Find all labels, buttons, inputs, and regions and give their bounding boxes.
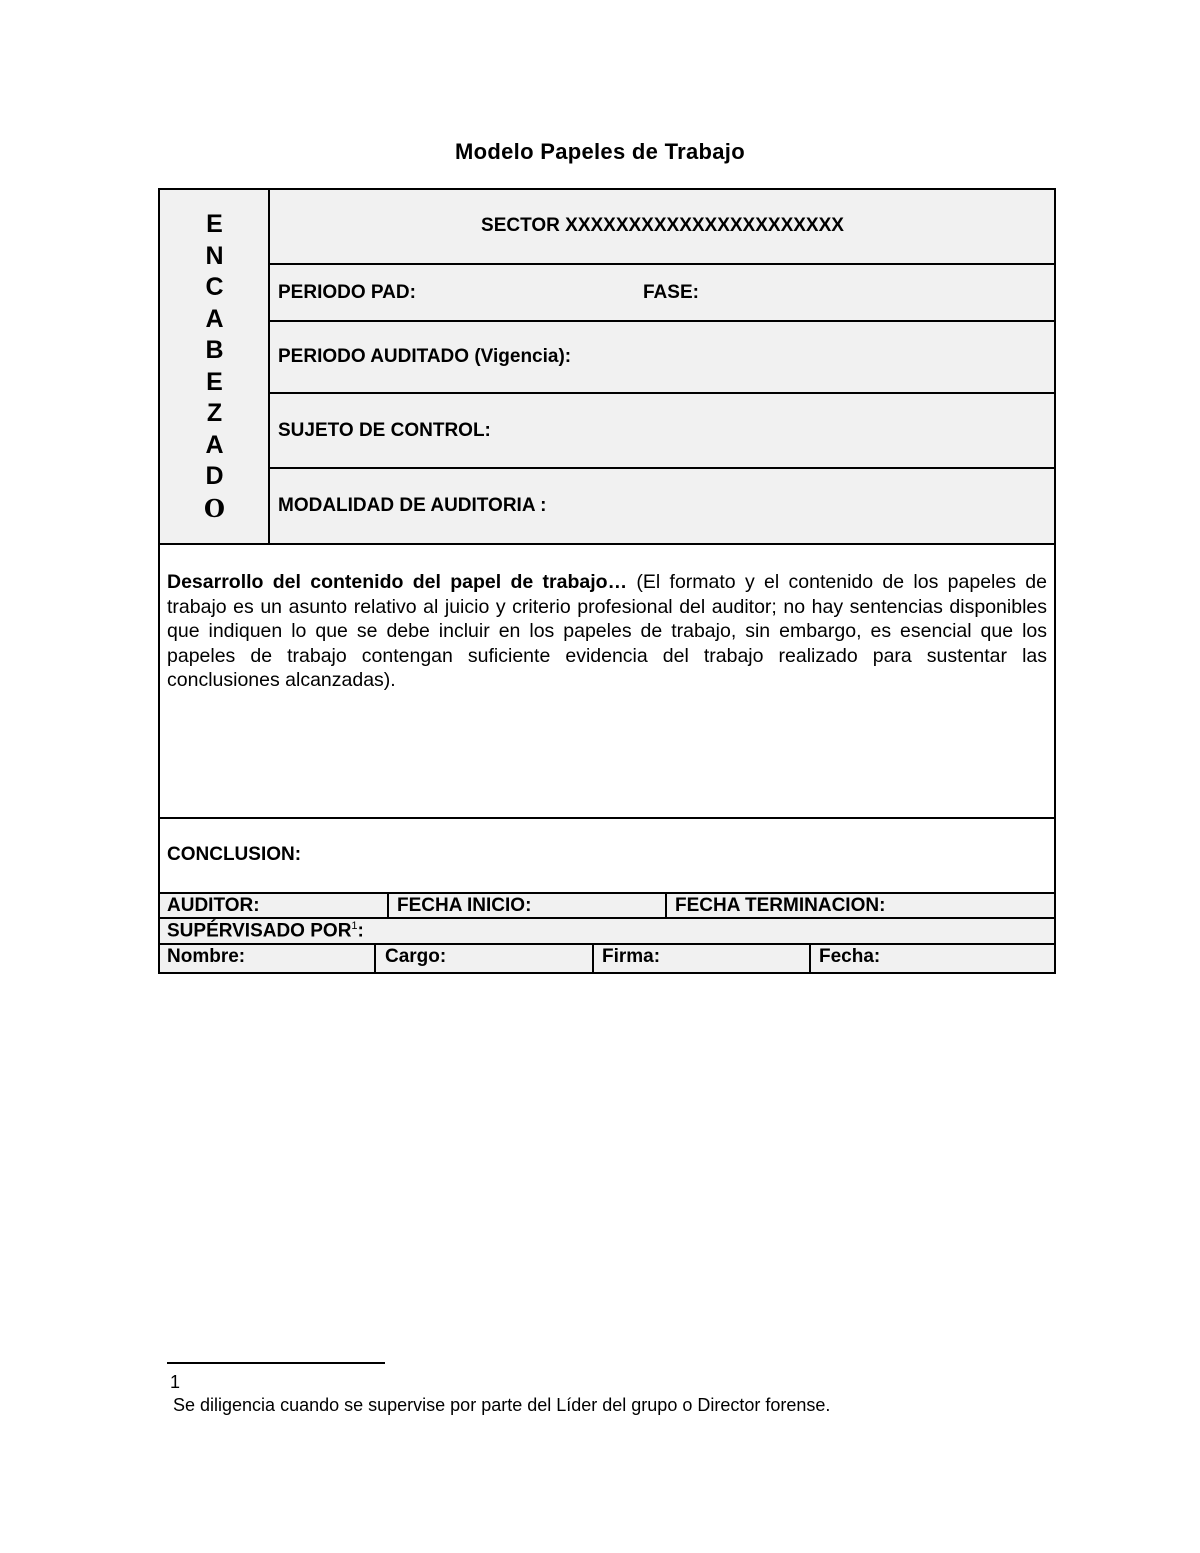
signoff-col-divider	[387, 892, 389, 918]
nombre-label: Nombre:	[167, 946, 246, 967]
content-text: (El formato y el contenido de los papeles de trabajo es un asunto relativo al juicio y criterio profesional del auditor; no hay sentencias disponibles que indiquen lo que se debe incluir en los papeles de trabajo, sin embargo, es esencial que los papeles de trabajo contengan suficiente evidencia del trabajo realizado para sustentar las conclusiones alcanzadas).	[167, 571, 1047, 692]
content-description	[167, 570, 1047, 693]
supervisado-por-label	[167, 920, 364, 942]
encabezado-letter: N	[205, 241, 224, 270]
signoff-row-divider	[158, 917, 1056, 919]
footnote-separator	[167, 1362, 385, 1364]
encabezado-letter: O	[204, 493, 225, 523]
encabezado-letter: A	[205, 304, 224, 333]
encabezado-letter: A	[205, 430, 224, 459]
fecha-inicio-label: FECHA INICIO:	[397, 895, 532, 916]
auditor-label: AUDITOR:	[167, 895, 260, 916]
fecha-terminacion-label: FECHA TERMINACION:	[675, 895, 886, 916]
conclusion-label: CONCLUSION:	[167, 844, 302, 865]
footnote-number: 1	[170, 1372, 181, 1392]
periodo-pad-label: PERIODO PAD:	[278, 282, 416, 303]
header-row-divider	[268, 263, 1056, 265]
cargo-label: Cargo:	[385, 946, 447, 967]
encabezado-vertical-label	[160, 190, 269, 543]
footnote-text: Se diligencia cuando se supervise por parte del Líder del grupo o Director forense.	[173, 1395, 831, 1415]
sector-label: SECTOR XXXXXXXXXXXXXXXXXXXXXX	[481, 215, 844, 236]
fase-label: FASE:	[643, 282, 699, 303]
encabezado-letter: E	[206, 367, 223, 396]
signoff-col-divider	[809, 943, 811, 974]
signoff-col-divider	[592, 943, 594, 974]
modalidad-label: MODALIDAD DE AUDITORIA :	[278, 495, 547, 516]
document-title: Modelo Papeles de Trabajo	[455, 139, 745, 164]
header-row-divider	[268, 320, 1056, 322]
encabezado-letter: Z	[206, 399, 223, 427]
encabezado-letter: D	[205, 462, 224, 490]
header-row-divider	[268, 392, 1056, 394]
signoff-col-divider	[374, 943, 376, 974]
firma-label: Firma:	[602, 946, 661, 967]
encabezado-letter: E	[206, 210, 223, 238]
signoff-row-divider	[158, 943, 1056, 945]
signoff-col-divider	[665, 892, 667, 918]
header-row-divider	[268, 467, 1056, 469]
supervisado-colon: :	[357, 920, 364, 942]
encabezado-letter: C	[205, 273, 224, 301]
content-lead: Desarrollo del contenido del papel de trabajo…	[167, 571, 628, 593]
encabezado-letter: B	[205, 336, 224, 364]
sujeto-control-label: SUJETO DE CONTROL:	[278, 420, 491, 441]
fecha-label: Fecha:	[819, 946, 881, 967]
periodo-auditado-label: PERIODO AUDITADO (Vigencia):	[278, 346, 572, 367]
footnote-reference: 1	[351, 920, 358, 932]
supervisado-por-text: SUPÉRVISADO POR	[167, 920, 352, 942]
